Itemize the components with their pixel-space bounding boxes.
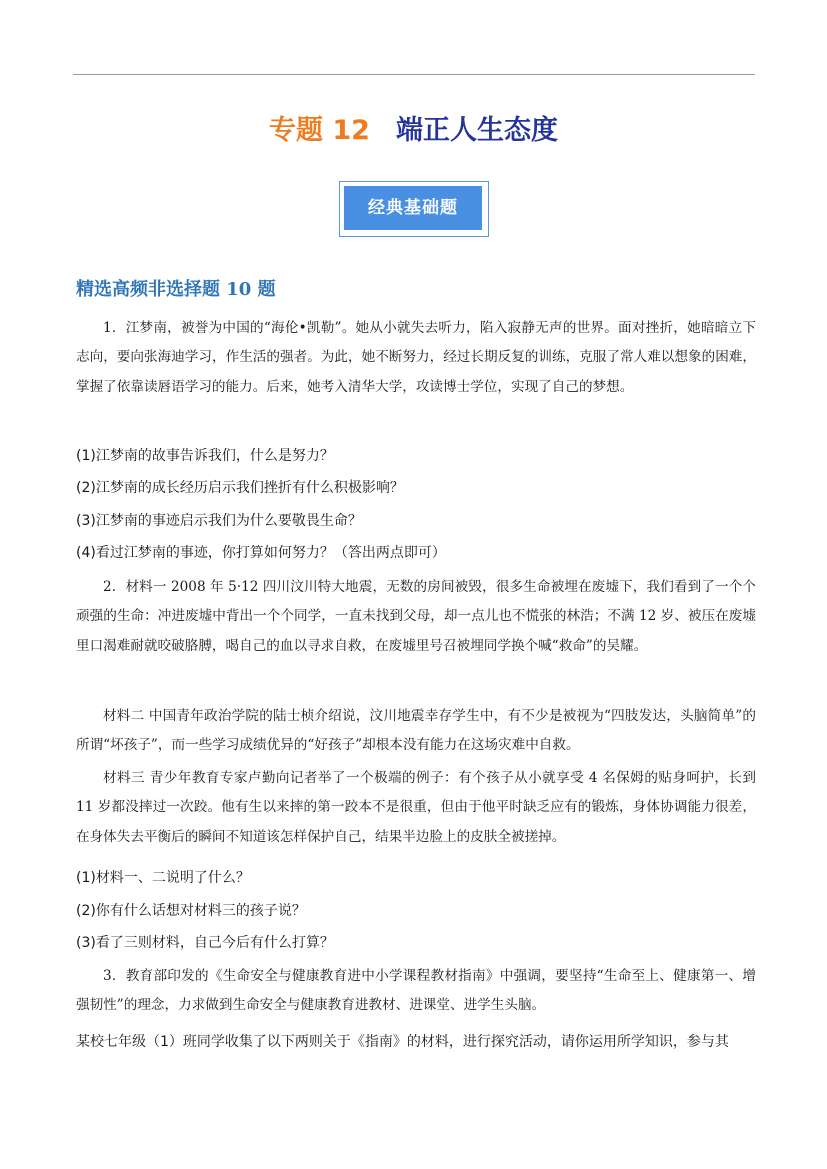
topic-number: 专题 12 (269, 115, 370, 146)
q1-sub-2: (2)江梦南的成长经历启示我们挫折有什么积极影响？ (76, 480, 404, 496)
badge (339, 181, 489, 237)
q2-material-3: 材料三 青少年教育专家卢勤向记者举了一个极端的例子：有个孩子从小就享受 4 名保姆的贴身呵护，长到 11 岁都没摔过一次跤。他有生以来摔的第一跤本不是很重，但由于他平时缺乏应有的锻炼，身体协调能力很差，在身体失去平衡后的瞬间不知道该怎样保护自己，结果半边脸上的皮肤全被搓掉。 (76, 770, 756, 845)
q2-sub-3: (3)看了三则材料，自己今后有什么打算？ (76, 935, 334, 951)
q3-lead: 某校七年级（1）班同学收集了以下两则关于《指南》的材料，进行探究活动，请你运用所学知识，参与其 (76, 1034, 729, 1050)
q1-material: 1．江梦南，被誉为中国的“海伦•凯勒”。她从小就失去听力，陷入寂静无声的世界。面对挫折，她暗暗立下志向，要向张海迪学习，作生活的强者。为此，她不断努力，经过长期反复的训练，克服了常人难以想象的困难，掌握了依靠读唇语学习的能力。后来，她考入清华大学，攻读博士学位，实现了自己的梦想。 (76, 320, 756, 395)
q3-material: 3．教育部印发的《生命安全与健康教育进中小学课程教材指南》中强调，要坚持“生命至上、健康第一、增强韧性”的理念，力求做到生命安全与健康教育进教材、进课堂、进学生头脑。 (76, 968, 756, 1014)
topic-title: 端正人生态度 (395, 115, 558, 146)
q1-sub-4: (4)看过江梦南的事迹，你打算如何努力？（答出两点即可） (76, 545, 446, 561)
badge-label: 经典基础题 (344, 186, 482, 230)
q2-material-1: 2．材料一 2008 年 5·12 四川汶川特大地震，无数的房间被毁，很多生命被埋在废墟下，我们看到了一个个顽强的生命：冲进废墟中背出一个个同学，一直未找到父母，却一点儿也不慌张的林浩；不满 12 岁、被压在废墟里口渴难耐就咬破胳膊，喝自己的血以寻求自救，在废墟里号召被埋同学换个喊“救命”的吴耀。 (76, 579, 756, 654)
q2-sub-2: (2)你有什么话想对材料三的孩子说？ (76, 903, 306, 919)
page-title (0, 108, 827, 147)
q1-sub-3: (3)江梦南的事迹启示我们为什么要敬畏生命？ (76, 513, 362, 529)
q2-material-2: 材料二 中国青年政治学院的陆士桢介绍说，汶川地震幸存学生中，有不少是被视为“四肢发达，头脑简单”的所谓“坏孩子”，而一些学习成绩优异的“好孩子”却根本没有能力在这场灾难中自救。 (76, 708, 756, 754)
section-heading: 精选高频非选择题 10 题 (76, 279, 276, 300)
top-rule (73, 74, 755, 75)
q2-sub-1: (1)材料一、二说明了什么？ (76, 870, 250, 886)
q1-sub-1: (1)江梦南的故事告诉我们，什么是努力？ (76, 448, 334, 464)
